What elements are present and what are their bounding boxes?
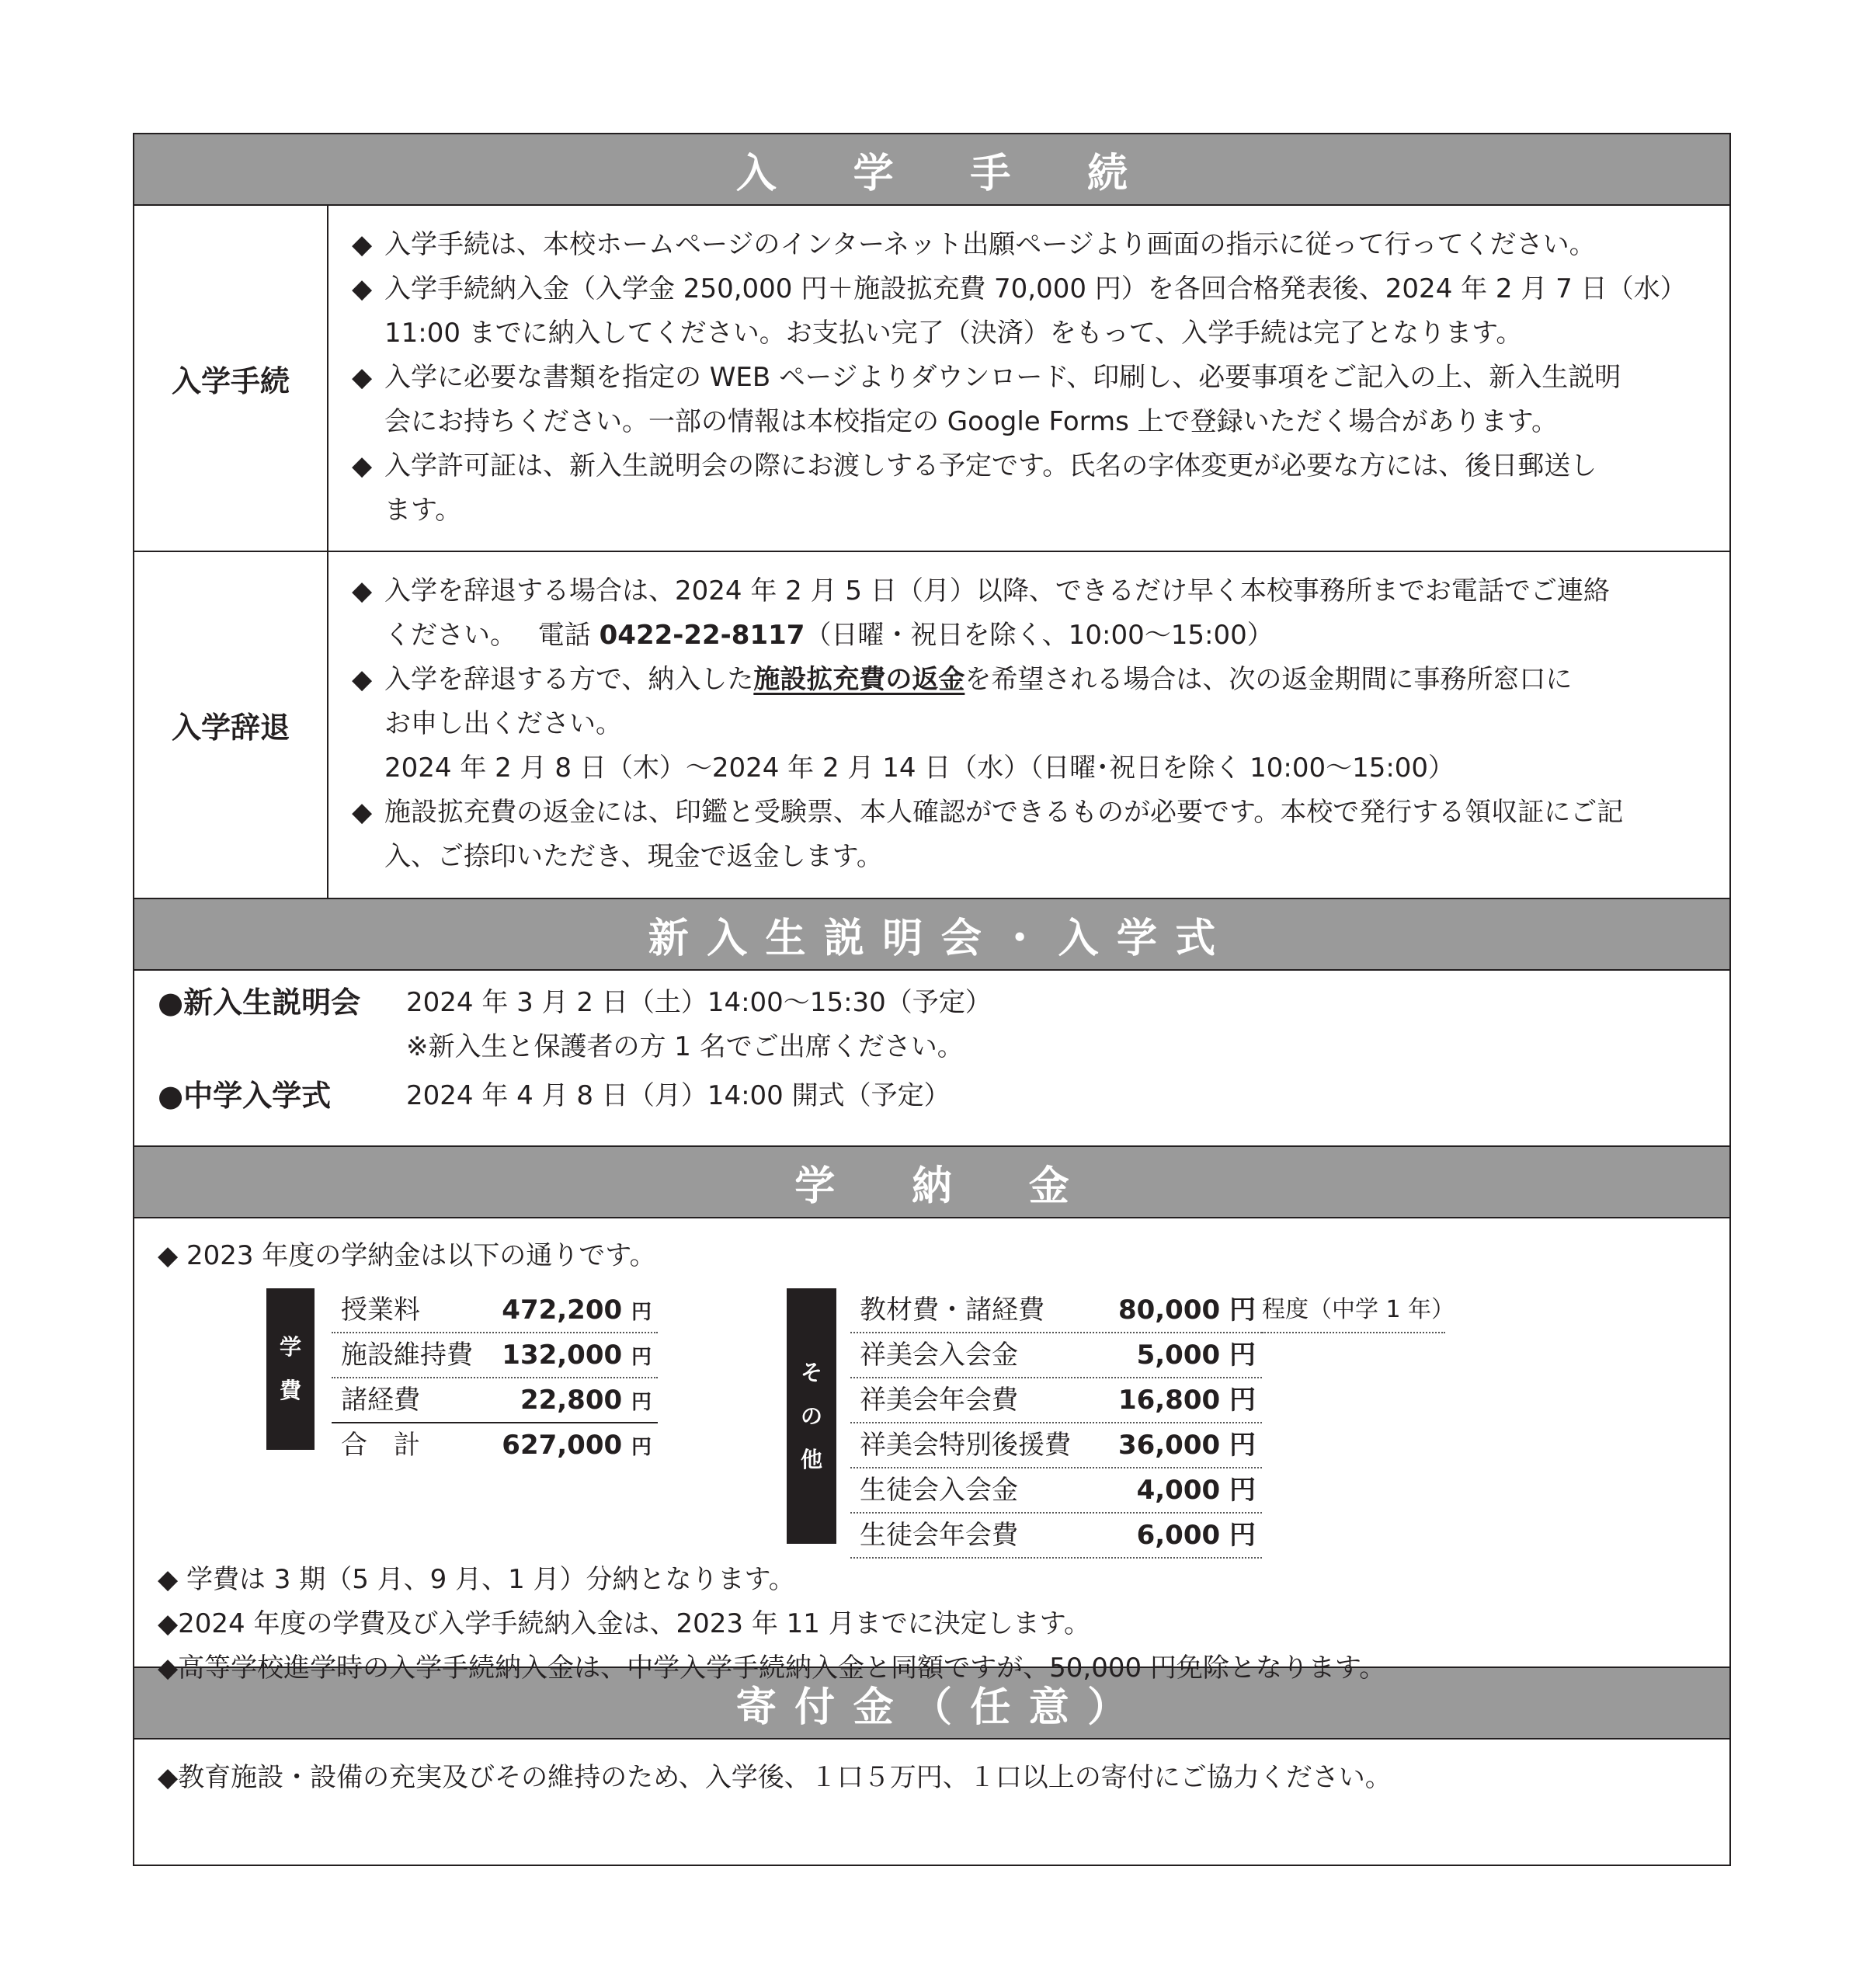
orientation-session — [158, 981, 1703, 1025]
donation-header: 寄付金（任意） — [134, 1667, 1729, 1740]
table-row: 祥美会年会費 16,800 円 — [850, 1378, 1262, 1423]
procedure-label: 入学手続 — [134, 206, 328, 551]
ceremony — [158, 1074, 1703, 1118]
diamond-bullet-icon: ◆ — [352, 229, 373, 260]
fees-note: ◆高等学校進学時の入学手続納入金は、中学入学手続納入金と同額ですが、50,000 円免除となります。 — [158, 1653, 1386, 1684]
diamond-bullet-icon: ◆ — [352, 664, 373, 695]
withdrawal-bullet: ◆ 施設拡充費の返金には、印鑑と受験票、本人確認ができるものが必要です。本校で発行する領収証にご記 入、ご捺印いただき、現金で返金します。 — [352, 791, 1714, 879]
session-label: ●新入生説明会 — [158, 985, 361, 1020]
fees-note: ◆2024 年度の学費及び入学手続納入金は、2023 年 11 月までに決定します。 — [158, 1608, 1090, 1639]
withdrawal-row — [134, 552, 1729, 898]
ceremony-label: ●中学入学式 — [158, 1079, 332, 1113]
diamond-bullet-icon: ◆ — [352, 273, 373, 304]
other-fees-table — [850, 1288, 1262, 1559]
fees-intro: ◆ 2023 年度の学納金は以下の通りです。 — [158, 1240, 656, 1271]
ceremony-date: 2024 年 4 月 8 日（月）14:00 開式（予定） — [406, 1080, 951, 1111]
fees-note: ◆ 学費は 3 期（5 月、9 月、1 月）分納となります。 — [158, 1564, 795, 1595]
withdrawal-bullet: ◆ 入学を辞退する方で、納入した施設拡充費の返金を希望される場合は、次の返金期間に事務所窓口に お申し出ください。 2024 年 2 月 8 日（木）〜2024 年 2 月 14 日（水）（日曜･祝日を除く 10:00〜15:00） — [352, 658, 1714, 791]
orientation-note — [158, 1025, 1703, 1069]
tuition-group-label: 学 費 — [266, 1288, 315, 1450]
diamond-bullet-icon: ◆ — [352, 575, 373, 606]
procedure-bullet: ◆ 入学許可証は、新入生説明会の際にお渡しする予定です。氏名の字体変更が必要な方には、後日郵送し ます。 — [352, 444, 1714, 533]
session-note: ※新入生と保護者の方 1 名でご出席ください。 — [406, 1031, 964, 1062]
fees-notes — [158, 1558, 1385, 1691]
total-row: 合 計 627,000 円 — [341, 1430, 652, 1461]
procedure-row — [134, 206, 1729, 552]
procedure-bullet: ◆ 入学手続納入金（入学金 250,000 円＋施設拡充費 70,000 円）を各回合格発表後、2024 年 2 月 7 日（水） 11:00 までに納入してください。お支払い完了（決済）をもって、入学手続は完了となります。 — [352, 267, 1714, 356]
diamond-bullet-icon: ◆ — [352, 362, 373, 393]
table-row: 祥美会特別後援費 36,000 円 — [850, 1423, 1262, 1468]
withdrawal-bullet: ◆ 入学を辞退する場合は、2024 年 2 月 5 日（月）以降、できるだけ早く本校事務所までお電話でご連絡 ください。 電話 0422-22-8117（日曜・祝日を除く、10:00〜15:00） — [352, 569, 1714, 658]
fees-header: 学 納 金 — [134, 1145, 1729, 1218]
orientation-section — [158, 981, 1703, 1118]
refund-emphasis: 施設拡充費の返金 — [753, 664, 965, 695]
table-row: 教材費・諸経費 80,000 円 — [850, 1288, 1262, 1333]
withdrawal-label: 入学辞退 — [134, 552, 328, 898]
procedure-bullet: ◆ 入学手続は、本校ホームページのインターネット出願ページより画面の指示に従って行ってください。 — [352, 223, 1714, 267]
diamond-bullet-icon: ◆ — [352, 450, 373, 481]
withdrawal-body — [352, 569, 1714, 879]
materials-fee-note: 程度（中学 1 年） — [1262, 1288, 1445, 1333]
procedure-bullet: ◆ 入学に必要な書類を指定の WEB ページよりダウンロード、印刷し、必要事項をご記入の上、新入生説明 会にお持ちください。一部の情報は本校指定の Google Forms 上で登録いただく場合があります。 — [352, 356, 1714, 444]
donation-text: ◆教育施設・設備の充実及びその維持のため、入学後、１口５万円、１口以上の寄付にご協力ください。 — [158, 1762, 1392, 1793]
phone-number: 0422-22-8117 — [599, 620, 805, 651]
table-row: 生徒会年会費 6,000 円 — [850, 1514, 1262, 1559]
session-date: 2024 年 3 月 2 日（土）14:00〜15:30（予定） — [406, 987, 992, 1018]
other-group-label: そ の 他 — [787, 1288, 836, 1544]
orientation-header: 新入生説明会・入学式 — [134, 898, 1729, 971]
tuition-table — [332, 1288, 658, 1467]
table-row: 祥美会入会金 5,000 円 — [850, 1333, 1262, 1378]
table-row: 施設維持費 132,000 円 — [332, 1333, 658, 1378]
diamond-bullet-icon: ◆ — [352, 797, 373, 828]
procedure-header: 入 学 手 続 — [134, 134, 1729, 206]
table-row: 生徒会入会金 4,000 円 — [850, 1468, 1262, 1514]
procedure-body — [352, 223, 1714, 533]
table-row: 諸経費 22,800 円 — [332, 1378, 658, 1423]
table-row: 授業料 472,200 円 — [332, 1288, 658, 1333]
refund-period: 2024 年 2 月 8 日（木）〜2024 年 2 月 14 日（水）（日曜･祝日を除く 10:00〜15:00） — [384, 752, 1455, 784]
